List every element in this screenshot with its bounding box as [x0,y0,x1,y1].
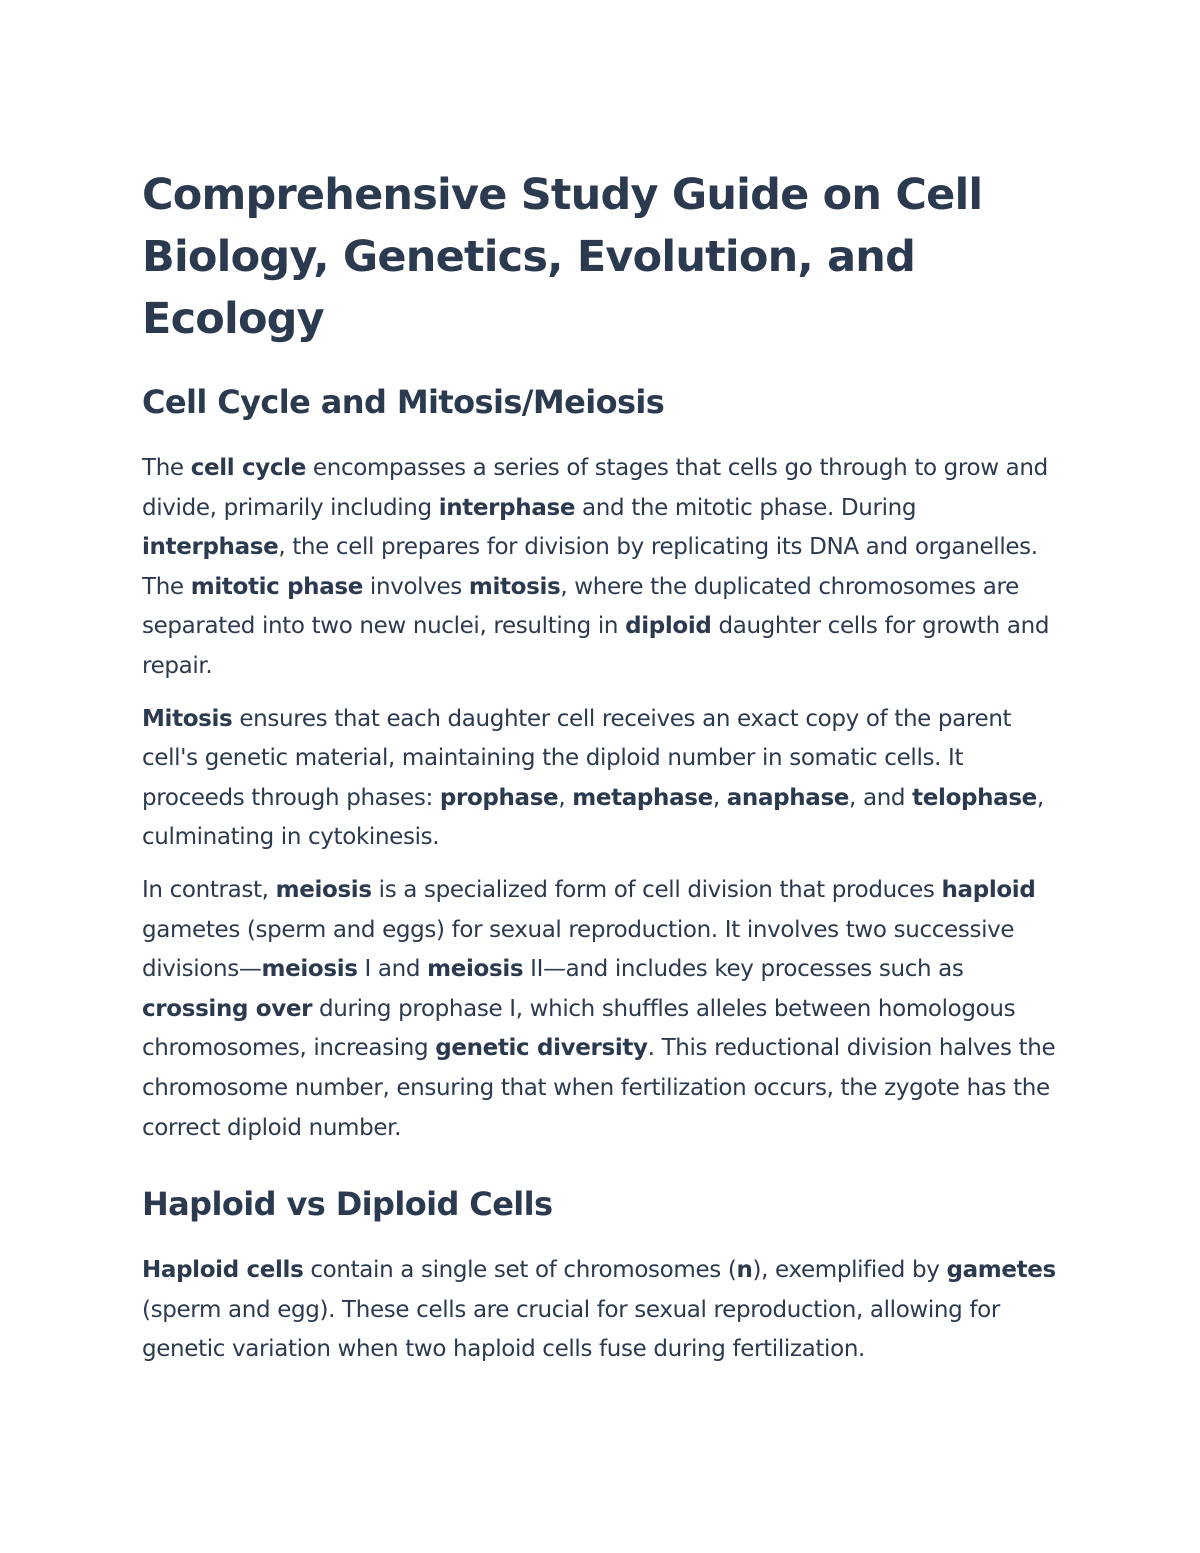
text-run: , [558,784,573,811]
text-run: during prophase I, which shuffles alleles between homologous chromosomes, increasing [142,995,1016,1062]
bold-term: meiosis [275,876,372,903]
bold-term: cell cycle [190,455,306,481]
paragraph [142,871,1062,1148]
text-run: and the mitotic phase. During [575,494,917,521]
bold-term: Mitosis [142,705,233,732]
document-title: Comprehensive Study Guide on Cell Biology, Genetics, Evolution, and Ecology [142,170,983,344]
text-run: , and [849,784,913,811]
bold-term: Haploid cells [142,1257,304,1284]
text-run: ensures that each daughter cell receives an exact copy of the parent cell's genetic material, maintaining the diploid number in somatic cells. It proceeds through phases: [142,705,1012,811]
section-heading-cell-cycle: Cell Cycle and Mitosis/Meiosis [142,383,665,421]
text-run: is a specialized form of cell division that produces [371,876,942,903]
text-run: encompasses a series of stages that cells go through to grow and divide, primarily including [142,455,1048,521]
bold-term: diploid [625,613,712,640]
bold-term: telophase [912,784,1037,811]
bold-term: gametes [946,1257,1056,1284]
document-page [142,164,1062,1383]
bold-term: mitosis [468,573,561,600]
bold-term: haploid [941,876,1036,903]
bold-term: metaphase [572,784,713,811]
text-run: , [712,784,727,811]
section-body-haploid-diploid [142,1251,1062,1370]
text-run: contain a single set of chromosomes ( [303,1257,737,1284]
bold-term: meiosis [261,956,358,983]
paragraph [142,449,1062,687]
text-run: , culminating in cytokinesis. [142,784,1044,851]
text-run: The [142,455,191,481]
bold-term: n [736,1257,753,1284]
text-run: involves [362,573,469,600]
text-run: , the cell prepares for division by replicating its DNA and organelles. The [142,534,1038,600]
paragraph [142,1251,1062,1370]
text-run: In contrast, [142,876,276,903]
text-run: ), exemplified by [752,1257,947,1284]
text-run: daughter cells for growth and repair. [142,613,1050,679]
bold-term: meiosis [427,956,524,983]
text-run: , where the duplicated chromosomes are separated into two new nuclei, resulting in [142,573,1019,640]
bold-term: interphase [142,534,279,561]
bold-term: interphase [438,494,576,521]
text-run: II—and includes key processes such as [523,956,964,983]
bold-term: crossing over [142,995,313,1022]
bold-term: prophase [439,784,559,811]
section-body-cell-cycle [142,449,1062,1148]
paragraph [142,700,1062,858]
text-run: (sperm and egg). These cells are crucial for sexual reproduction, allowing for genetic variation when two haploid cells fuse during fertilization. [142,1296,1000,1363]
text-run: gametes (sperm and eggs) for sexual reproduction. It involves two successive divisions— [142,916,1015,983]
bold-term: anaphase [726,784,850,811]
bold-term: genetic diversity [435,1035,648,1062]
bold-term: mitotic phase [190,573,363,600]
text-run: . This reductional division halves the chromosome number, ensuring that when fertilization occurs, the zygote has the correct diploid number. [142,1035,1056,1141]
section-heading-haploid-diploid: Haploid vs Diploid Cells [142,1185,553,1224]
text-run: I and [357,956,428,983]
